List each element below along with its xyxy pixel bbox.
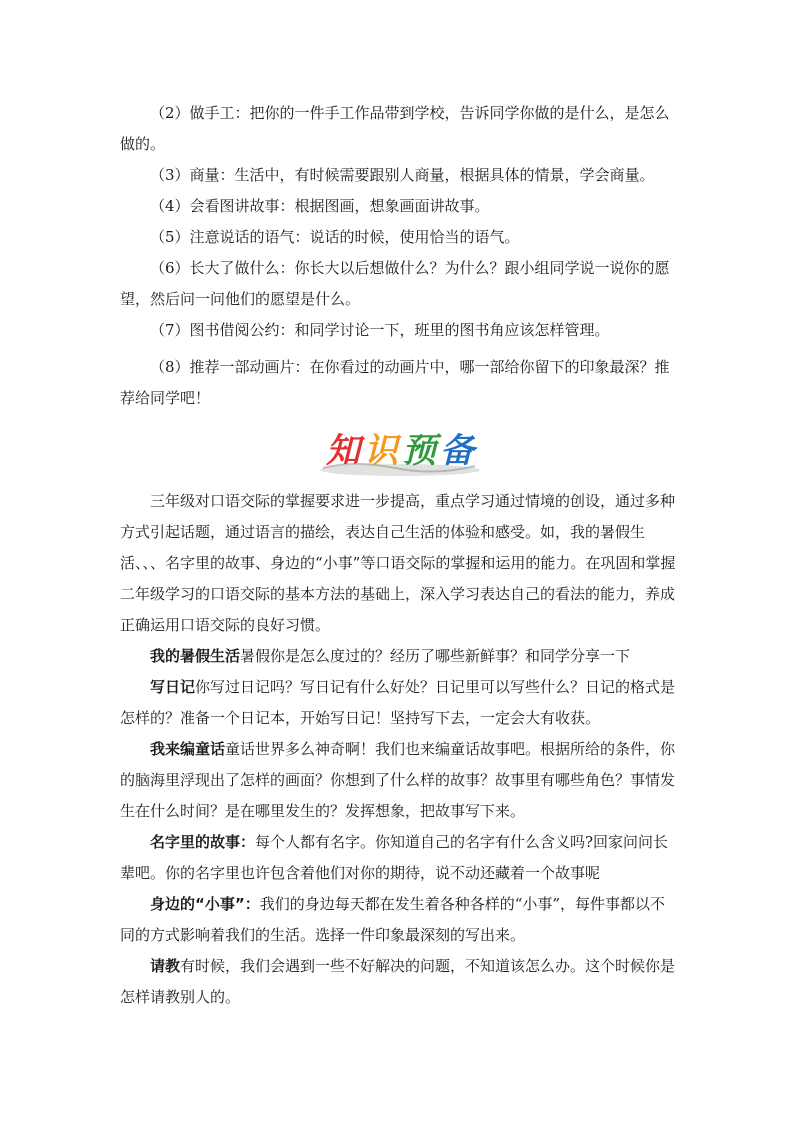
document-body (120, 98, 680, 1013)
topic-title: 请教 (150, 957, 181, 975)
topic-small-things (120, 889, 680, 951)
banner-artwork (315, 422, 485, 482)
topic-text: 你写过日记吗？写日记有什么好处？日记里可以写些什么？日记的格式是怎样的？准备一个日记本，开始写日记！坚持写下去，一定会大有收获。 (120, 678, 676, 727)
list-item-4: （4）会看图讲故事：根据图画，想象画面讲故事。 (150, 197, 490, 215)
topic-fairy-tale (120, 734, 680, 827)
list-item-6: （6）长大了做什么：你长大以后想做什么？为什么？跟小组同学说一说你的愿望，然后问一问他们的愿望是什么。 (120, 259, 670, 308)
banner-char-2: 识 (364, 431, 398, 471)
list-item-5: （5）注意说话的语气：说话的时候，使用恰当的语气。 (150, 228, 520, 246)
intro-paragraph: 三年级对口语交际的掌握要求进一步提高，重点学习通过情境的创设，通过多种方式引起话题，通过语言的描绘，表达自己生活的体验和感受。如，我的暑假生活、、、名字里的故事、身边的“小事”等口语交际的掌握和运用的能力。在巩固和掌握二年级学习的口语交际的基本方法的基础上，深入学习表达自己的看法的能力，养成正确运用口语交际的良好习惯。 (120, 492, 676, 634)
topic-text: 童话世界多么神奇啊！我们也来编童话故事吧。根据所给的条件，你的脑海里浮现出了怎样的画面？你想到了什么样的故事？故事里有哪些角色？事情发生在什么时间？是在哪里发生的？发挥想象，把故事写下来。 (120, 740, 676, 820)
topic-summer (120, 641, 680, 672)
topic-title: 写日记 (150, 678, 196, 696)
topic-text: 暑假你是怎么度过的？经历了哪些新鲜事？和同学分享一下 (240, 647, 631, 665)
section-banner (120, 420, 680, 484)
topic-title: 名字里的故事： (150, 833, 256, 851)
topic-text: 每个人都有名字。你知道自己的名字有什么含义吗?回家问问长辈吧。你的名字里也许包含着他们对你的期待，说不动还藏着一个故事呢 (120, 833, 669, 882)
list-item-2: （2）做手工：把你的一件手工作品带到学校，告诉同学你做的是什么，是怎么做的。 (120, 104, 670, 153)
list-item-7: （7）图书借阅公约：和同学讨论一下，班里的图书角应该怎样管理。 (150, 321, 610, 339)
list-item-8: （8）推荐一部动画片：在你看过的动画片中，哪一部给你留下的印象最深？推荐给同学吧！ (120, 358, 670, 407)
banner-char-3: 预 (402, 431, 436, 471)
topic-title: 我的暑假生活 (150, 647, 241, 665)
topic-title: 身边的“小事”： (150, 895, 260, 913)
topic-title: 我来编童话 (150, 740, 226, 758)
topic-diary (120, 672, 680, 734)
topic-text: 我们的身边每天都在发生着各种各样的“小事”，每件事都以不同的方式影响着我们的生活。选择一件印象最深刻的写出来。 (120, 895, 666, 944)
list-item-3: （3）商量：生活中，有时候需要跟别人商量，根据具体的情景，学会商量。 (150, 166, 655, 184)
banner-char-1: 知 (326, 431, 360, 471)
banner-char-4: 备 (440, 431, 474, 471)
topic-ask-advice (120, 951, 680, 1013)
topic-name-story (120, 827, 680, 889)
topic-text: 有时候，我们会遇到一些不好解决的问题，不知道该怎么办。这个时候你是怎样请教别人的。 (120, 957, 676, 1006)
